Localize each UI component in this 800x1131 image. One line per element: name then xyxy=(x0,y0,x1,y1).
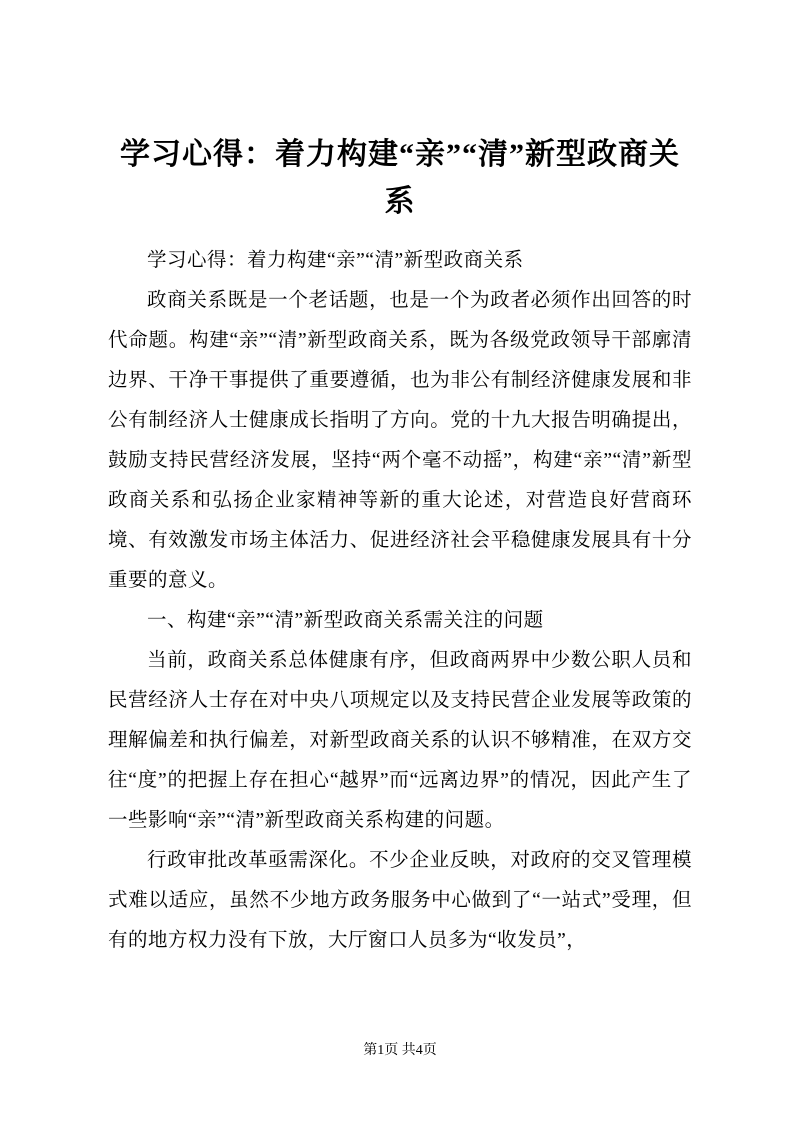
paragraph-current-situation: 当前，政商关系总体健康有序，但政商两界中少数公职人员和民营经济人士存在对中央八项规定以及支持民营企业发展等政策的理解偏差和执行偏差，对新型政商关系的认识不够精准，在双方交往“度”的把握上存在担心“越界”而“远离边界”的情况，因此产生了一些影响“亲”“清”新型政商关系构建的问题。 xyxy=(108,650,692,831)
paragraph-repeat-title: 学习心得：着力构建“亲”“清”新型政商关系 xyxy=(147,250,524,271)
paragraph-admin-reform: 行政审批改革亟需深化。不少企业反映，对政府的交叉管理模式难以适应，虽然不少地方政务服务中心做到了“一站式”受理，但有的地方权力没有下放，大厅窗口人员多为“收发员”， xyxy=(108,850,692,951)
page-footer: 第1页 共4页 xyxy=(363,1043,437,1058)
paragraph-intro: 政商关系既是一个老话题，也是一个为政者必须作出回答的时代命题。构建“亲”“清”新型政商关系，既为各级党政领导干部廓清边界、干净干事提供了重要遵循，也为非公有制经济健康发展和非公有制经济人士健康成长指明了方向。党的十九大报告明确提出，鼓励支持民营经济发展，坚持“两个毫不动摇”，构建“亲”“清”新型政商关系和弘扬企业家精神等新的重大论述，对营造良好营商环境、有效激发市场主体活力、促进经济社会平稳健康发展具有十分重要的意义。 xyxy=(108,290,692,591)
paragraph-section-heading: 一、构建“亲”“清”新型政商关系需关注的问题 xyxy=(147,610,544,631)
page-title: 学习心得：着力构建“亲”“清”新型政商关系 xyxy=(120,138,680,218)
